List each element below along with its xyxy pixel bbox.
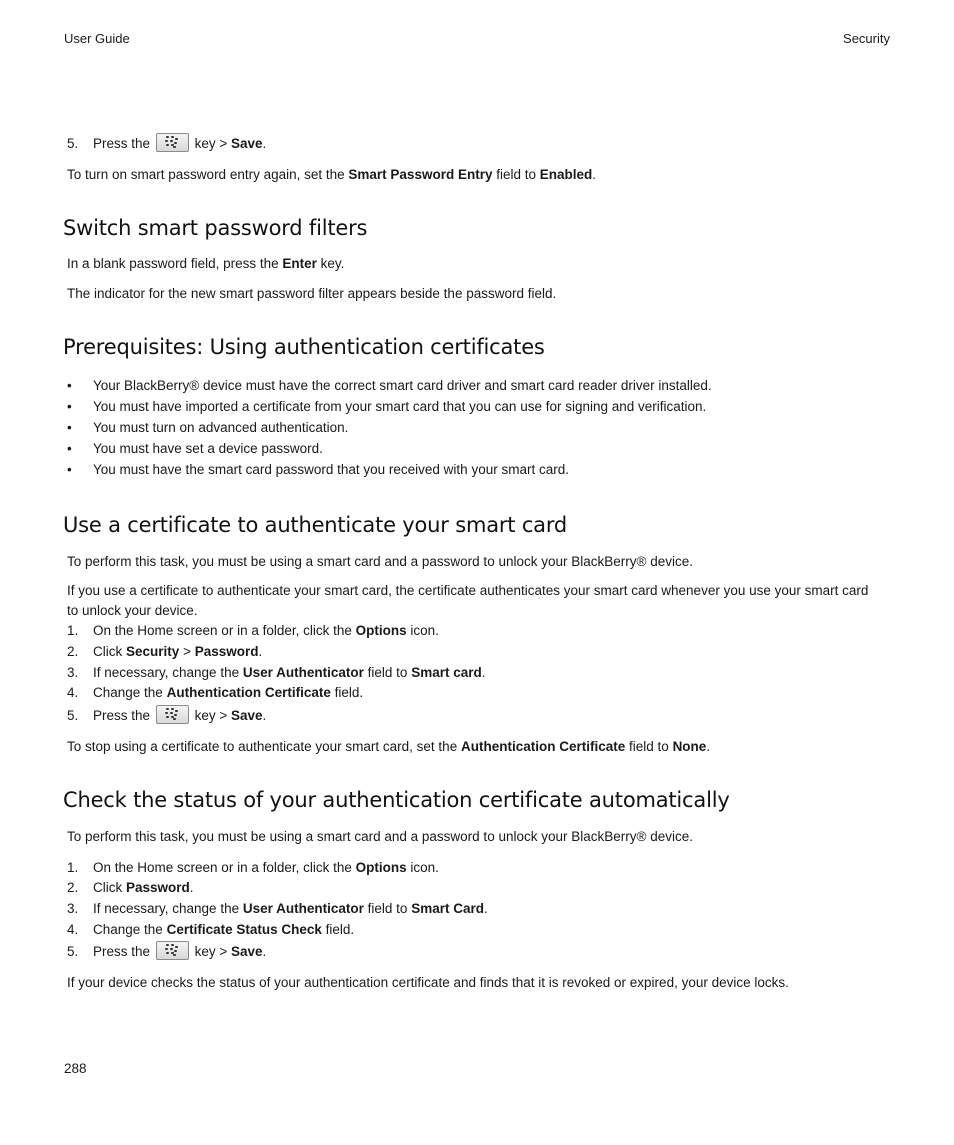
check-status-step-4: 4. Change the Certificate Status Check field. [67, 922, 355, 937]
use-cert-step-1: 1. On the Home screen or in a folder, click the Options icon. [67, 623, 439, 638]
page-number: 288 [64, 1061, 87, 1076]
section-title-use-certificate: Use a certificate to authenticate your smart card [63, 513, 568, 537]
list-item: • Your BlackBerry® device must have the correct smart card driver and smart card reader driver installed. [67, 378, 712, 393]
use-cert-step-4: 4. Change the Authentication Certificate field. [67, 685, 364, 700]
check-status-step-2: 2. Click Password. [67, 880, 194, 895]
use-cert-prerequisite: To perform this task, you must be using a smart card and a password to unlock your BlackBerry® device. [67, 554, 693, 569]
check-status-prerequisite: To perform this task, you must be using a smart card and a password to unlock your BlackBerry® device. [67, 829, 693, 844]
check-status-result-note: If your device checks the status of your authentication certificate and finds that it is revoked or expired, your device locks. [67, 975, 789, 990]
list-item: • You must have the smart card password that you received with your smart card. [67, 462, 569, 477]
use-cert-step-5: 5. Press the key > Save. [67, 705, 266, 726]
smart-password-note: To turn on smart password entry again, set the Smart Password Entry field to Enabled. [67, 167, 597, 182]
use-cert-step-2: 2. Click Security > Password. [67, 644, 263, 659]
running-header-title: User Guide [64, 31, 130, 46]
list-item: • You must have imported a certificate from your smart card that you can use for signing and verification. [67, 399, 707, 414]
use-cert-stop-note: To stop using a certificate to authenticate your smart card, set the Authentication Certificate field to None. [67, 739, 711, 754]
blackberry-menu-key-icon [156, 941, 189, 960]
use-cert-description: If you use a certificate to authenticate your smart card, the certificate authenticates your smart card whenever you use your smart card to unlock your device. [67, 583, 869, 618]
check-status-step-1: 1. On the Home screen or in a folder, click the Options icon. [67, 860, 439, 875]
section-title-switch-filters: Switch smart password filters [63, 216, 368, 240]
use-cert-step-3: 3. If necessary, change the User Authenticator field to Smart card. [67, 665, 486, 680]
switch-filters-instruction: In a blank password field, press the Enter key. [67, 256, 345, 271]
switch-filters-result: The indicator for the new smart password filter appears beside the password field. [67, 286, 557, 301]
section-title-check-status: Check the status of your authentication certificate automatically [63, 788, 730, 812]
list-item: • You must turn on advanced authentication. [67, 420, 349, 435]
section-title-prerequisites: Prerequisites: Using authentication certificates [63, 335, 545, 359]
step-5-press-menu-save: 5. Press the key > Save. [67, 133, 266, 154]
check-status-step-5: 5. Press the key > Save. [67, 941, 266, 962]
blackberry-menu-key-icon [156, 705, 189, 724]
running-header-section: Security [843, 31, 890, 46]
blackberry-menu-key-icon [156, 133, 189, 152]
check-status-step-3: 3. If necessary, change the User Authenticator field to Smart Card. [67, 901, 488, 916]
list-item: • You must have set a device password. [67, 441, 323, 456]
